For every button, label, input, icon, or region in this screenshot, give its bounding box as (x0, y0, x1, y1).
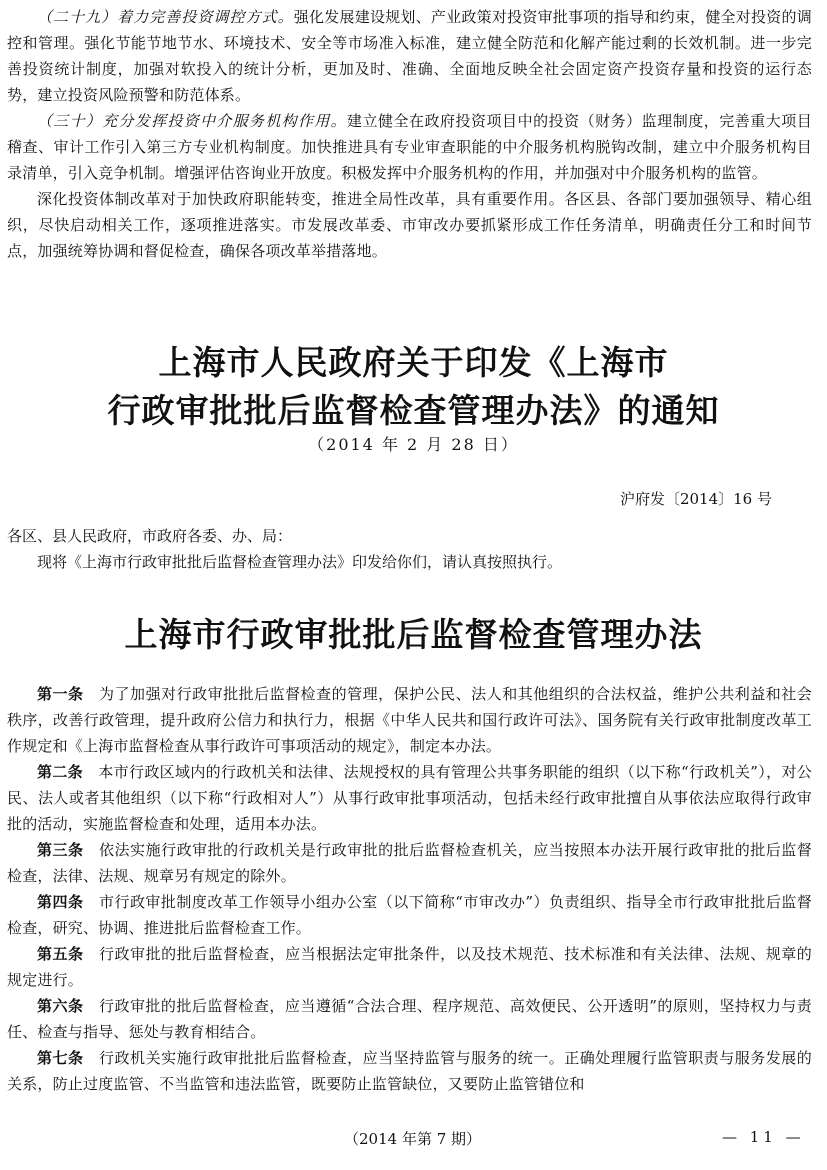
notice-title-line-2: 行政审批批后监督检查管理办法》的通知 (107, 391, 720, 430)
article-6 (7, 993, 812, 1045)
notice-title-line-1: 上海市人民政府关于印发《上海市 (158, 343, 669, 382)
article-label: 第六条 (37, 997, 84, 1015)
article-text: 依法实施行政审批的行政机关是行政审批的批后监督检查机关，应当按照本办法开展行政审批的批后监督检查，法律、法规、规章另有规定的除外。 (7, 841, 812, 885)
article-label: 第五条 (37, 945, 84, 963)
article-label: 第一条 (37, 685, 84, 703)
article-text: 本市行政区域内的行政机关和法律、法规授权的具有管理公共事务职能的组织（以下称“行政机关”），对公民、法人或者其他组织（以下称“行政相对人”）从事行政审批事项活动，包括未经行政审批擅自从事依法应取得行政审批的活动，实施监督检查和处理，适用本办法。 (7, 763, 812, 833)
paragraph-text: 强化发展建设规划、产业政策对投资审批事项的指导和约束，健全对投资的调控和管理。强化节能节地节水、环境技术、安全等市场准入标准，建立健全防范和化解产能过剩的长效机制。进一步完善投资统计制度，加强对软投入的统计分析，更加及时、准确、全面地反映全社会固定资产投资存量和投资的运行态势，建立投资风险预警和防范体系。 (7, 8, 812, 104)
paragraph-29 (7, 4, 812, 108)
paragraph-text: 深化投资体制改革对于加快政府职能转变，推进全局性改革，具有重要作用。各区县、各部门要加强领导、精心组织，尽快启动相关工作，逐项推进落实。市发展改革委、市审改办要抓紧形成工作任务清单，明确责任分工和时间节点，加强统筹协调和督促检查，确保各项改革举措落地。 (7, 190, 812, 260)
article-text: 行政机关实施行政审批批后监督检查，应当坚持监管与服务的统一。正确处理履行监管职责与服务发展的关系，防止过度监管、不当监管和违法监管，既要防止监管缺位，又要防止监管错位和 (7, 1049, 812, 1093)
paragraph-heading: （三十）充分发挥投资中介服务机构作用。 (37, 112, 347, 130)
article-4 (7, 889, 812, 941)
article-label: 第三条 (37, 841, 84, 859)
paragraph-text: 建立健全在政府投资项目中的投资（财务）监理制度，完善重大项目稽查、审计工作引入第三方专业机构制度。加快推进具有专业审查职能的中介服务机构脱钩改制，建立中介服务机构目录清单，引入竞争机制。增强评估咨询业开放度。积极发挥中介服务机构的作用，并加强对中介服务机构的监管。 (7, 112, 812, 182)
article-2 (7, 759, 812, 837)
article-1 (7, 681, 812, 759)
page-number: — 11 — (722, 1128, 805, 1146)
addressee: 各区、县人民政府，市政府各委、办、局： (7, 527, 293, 545)
notice-intro: 现将《上海市行政审批批后监督检查管理办法》印发给你们，请认真按照执行。 (37, 553, 563, 571)
document-number: 沪府发〔2014〕16 号 (619, 490, 772, 508)
article-label: 第二条 (37, 763, 83, 781)
article-5 (7, 941, 812, 993)
issue-number: （2014 年第 7 期） (344, 1130, 482, 1148)
measures-title: 上海市行政审批批后监督检查管理办法 (124, 615, 703, 654)
top-section (7, 4, 812, 264)
article-7 (7, 1045, 812, 1097)
articles-section (7, 681, 812, 1097)
paragraph-heading: （二十九）着力完善投资调控方式。 (37, 8, 294, 26)
notice-date: （2014 年 2 月 28 日） (308, 435, 519, 454)
article-text: 为了加强对行政审批批后监督检查的管理，保护公民、法人和其他组织的合法权益，维护公共利益和社会秩序，改善行政管理，提升政府公信力和执行力，根据《中华人民共和国行政许可法》、国务院有关行政审批制度改革工作规定和《上海市监督检查从事行政许可事项活动的规定》，制定本办法。 (7, 685, 812, 755)
article-text: 行政审批的批后监督检查，应当遵循“合法合理、程序规范、高效便民、公开透明”的原则，坚持权力与责任、检查与指导、惩处与教育相结合。 (7, 997, 812, 1041)
article-text: 市行政审批制度改革工作领导小组办公室（以下简称“市审改办”）负责组织、指导全市行政审批批后监督检查，研究、协调、推进批后监督检查工作。 (7, 893, 812, 937)
article-text: 行政审批的批后监督检查，应当根据法定审批条件，以及技术规范、技术标准和有关法律、法规、规章的规定进行。 (7, 945, 812, 989)
article-3 (7, 837, 812, 889)
paragraph-30 (7, 108, 812, 186)
article-label: 第七条 (37, 1049, 84, 1067)
article-label: 第四条 (37, 893, 84, 911)
paragraph-closing (7, 186, 812, 264)
